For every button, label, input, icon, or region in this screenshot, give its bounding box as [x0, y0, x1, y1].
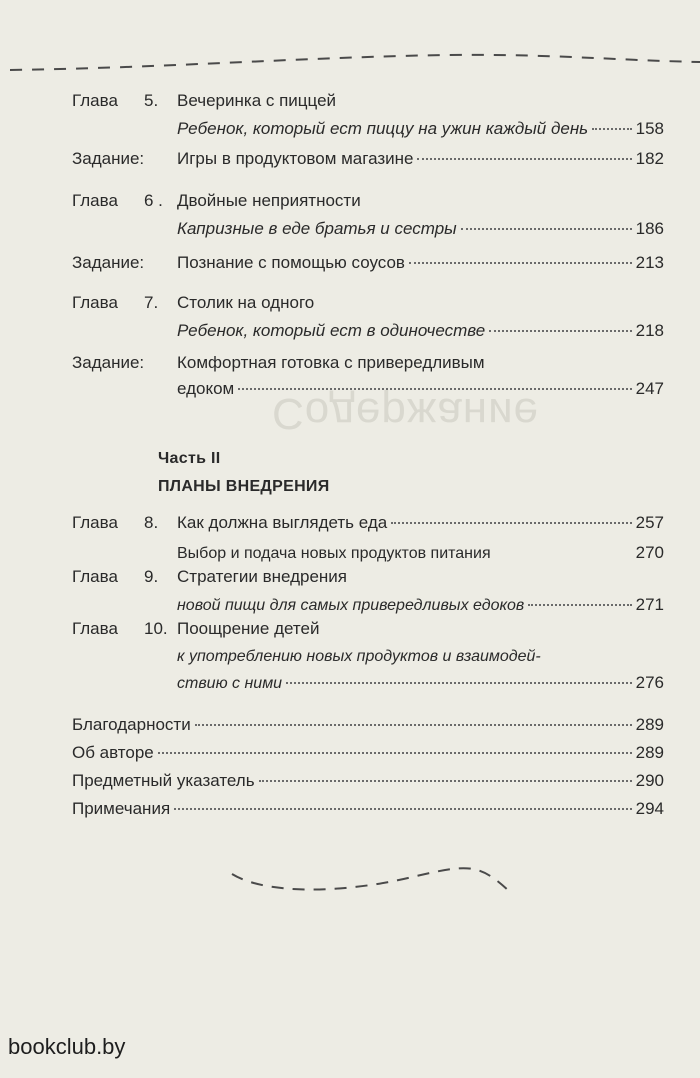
- entry-subtitle: Капризные в еде братья и сестры: [177, 219, 457, 238]
- entry-subtitle: Ребенок, который ест в одиночестве: [177, 321, 486, 340]
- entry-number: 6 .: [144, 191, 163, 210]
- entry-label: Глава: [72, 91, 118, 110]
- entry-page: 289: [635, 743, 664, 762]
- entry-page: 247: [635, 379, 664, 398]
- entry-title: Благодарности: [72, 715, 191, 734]
- entry-title: Двойные неприятности: [177, 191, 361, 210]
- leader-dots: [158, 752, 632, 754]
- entry-label: Задание:: [72, 149, 145, 168]
- entry-title: Поощрение детей: [177, 619, 320, 638]
- entry-subtitle: Ребенок, который ест пиццу на ужин каждый день: [177, 119, 589, 138]
- decorative-dashed-curve-bottom: [228, 852, 518, 902]
- entry-page: 289: [635, 715, 664, 734]
- toc-entry-acknowledgements: [72, 714, 664, 736]
- toc-entry-index: [72, 770, 664, 792]
- entry-page: 257: [635, 513, 664, 532]
- entry-page: 294: [635, 799, 664, 818]
- entry-title: Вечеринка с пиццей: [177, 91, 337, 110]
- entry-number: 7.: [144, 293, 159, 312]
- part-title: ПЛАНЫ ВНЕДРЕНИЯ: [158, 478, 330, 495]
- entry-page: 182: [635, 149, 664, 168]
- entry-number: 10.: [144, 619, 168, 638]
- decorative-dashed-line-top: [0, 40, 700, 80]
- leader-dots: [409, 262, 632, 264]
- entry-subtitle-line2: ствию с ними: [177, 675, 283, 692]
- toc-entry-ch7: [72, 292, 664, 342]
- entry-title: Предметный указатель: [72, 771, 255, 790]
- toc-entry-notes: [72, 798, 664, 820]
- entry-number: 8.: [144, 513, 159, 532]
- entry-label: Глава: [72, 293, 118, 312]
- entry-title: Примечания: [72, 799, 171, 818]
- ghost-heading: Содержание: [272, 389, 540, 438]
- leader-dots: [195, 724, 632, 726]
- leader-dots: [238, 388, 631, 390]
- toc-entry-ch8: [72, 512, 664, 565]
- entry-subtitle: Выбор и подача новых продуктов питания: [177, 545, 491, 562]
- toc-entry-ch5: [72, 90, 664, 140]
- entry-page: 290: [635, 771, 664, 790]
- toc-entry-ch6: [72, 190, 664, 240]
- entry-title-line2: едоком: [177, 379, 235, 398]
- entry-label: Глава: [72, 619, 118, 638]
- entry-subtitle: новой пищи для самых привередливых едоков: [177, 597, 525, 614]
- leader-dots: [259, 780, 632, 782]
- leader-dots: [417, 158, 631, 160]
- entry-label: Глава: [72, 567, 118, 586]
- leader-dots: [592, 128, 632, 130]
- entry-title: Комфортная готовка с привередливым: [177, 353, 485, 372]
- leader-dots: [528, 604, 631, 606]
- leader-dots: [174, 808, 631, 810]
- entry-number: 9.: [144, 567, 159, 586]
- entry-title: Познание с помощью соусов: [177, 253, 405, 272]
- entry-label: Задание:: [72, 353, 145, 372]
- leader-dots: [489, 330, 631, 332]
- entry-title: Как должна выглядеть еда: [177, 513, 388, 532]
- entry-label: Глава: [72, 513, 118, 532]
- watermark-text: bookclub.by: [8, 1034, 126, 1059]
- entry-page: 271: [635, 595, 664, 614]
- entry-title: Игры в продуктовом магазине: [177, 149, 414, 168]
- leader-dots: [286, 682, 632, 684]
- entry-subtitle: к употреблению новых продуктов и взаимодей-: [177, 648, 541, 665]
- entry-page: 213: [635, 253, 664, 272]
- spacer: [495, 552, 632, 554]
- entry-label: Задание:: [72, 253, 145, 272]
- toc-entry-task-182: [72, 148, 664, 170]
- entry-number: 5.: [144, 91, 159, 110]
- entry-page: 158: [635, 119, 664, 138]
- entry-page: 186: [635, 219, 664, 238]
- entry-title: Столик на одного: [177, 293, 315, 312]
- entry-title: Об авторе: [72, 743, 154, 762]
- entry-title: Стратегии внедрения: [177, 567, 347, 586]
- leader-dots: [461, 228, 632, 230]
- toc-entry-about-author: [72, 742, 664, 764]
- entry-label: Глава: [72, 191, 118, 210]
- entry-subpage: 270: [635, 543, 664, 562]
- leader-dots: [391, 522, 631, 524]
- entry-page: 218: [635, 321, 664, 340]
- toc-entry-task-247: [72, 352, 664, 400]
- toc-entry-ch10: [72, 618, 664, 695]
- toc-entry-task-213: [72, 252, 664, 274]
- entry-page: 276: [635, 673, 664, 692]
- toc-entry-ch9: [72, 566, 664, 617]
- part-label: Часть II: [158, 450, 221, 467]
